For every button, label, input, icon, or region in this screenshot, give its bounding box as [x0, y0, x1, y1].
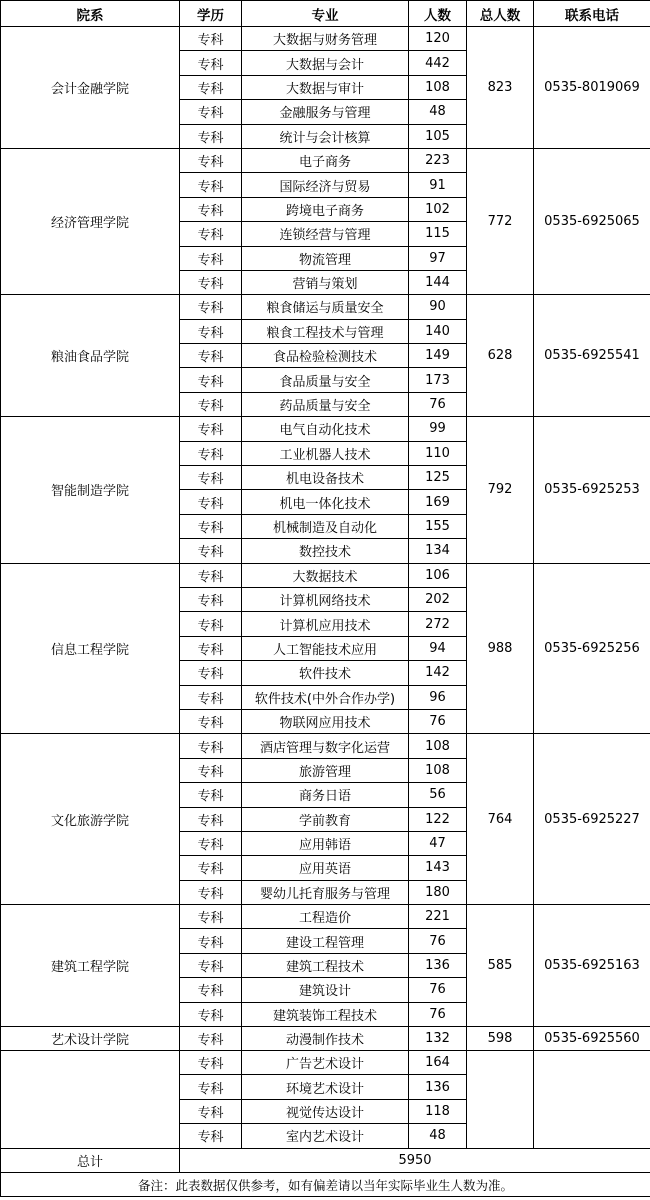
department-name: 艺术设计学院 [1, 1027, 180, 1051]
major-name: 国际经济与贸易 [242, 173, 409, 197]
header-major: 专业 [242, 1, 409, 27]
major-count: 110 [409, 441, 467, 465]
education-level: 专科 [180, 929, 242, 953]
contact-phone: 0535-6925065 [534, 148, 650, 294]
note-row [1, 1172, 650, 1196]
education-level: 专科 [180, 587, 242, 611]
department-total: 598 [467, 1027, 534, 1051]
major-name: 旅游管理 [242, 758, 409, 782]
contact-phone-empty [534, 1051, 650, 1149]
education-level: 专科 [180, 1027, 242, 1051]
major-count: 120 [409, 27, 467, 51]
major-name: 大数据与审计 [242, 75, 409, 99]
major-name: 计算机应用技术 [242, 612, 409, 636]
major-name: 机电设备技术 [242, 466, 409, 490]
education-level: 专科 [180, 173, 242, 197]
table-row [1, 1027, 650, 1051]
major-count: 76 [409, 929, 467, 953]
major-name: 室内艺术设计 [242, 1124, 409, 1148]
table-row [1, 148, 650, 172]
contact-phone: 0535-6925256 [534, 563, 650, 734]
table-row [1, 905, 650, 929]
department-name: 信息工程学院 [1, 563, 180, 734]
contact-phone: 0535-6925163 [534, 905, 650, 1027]
major-name: 婴幼儿托育服务与管理 [242, 880, 409, 904]
header-row [1, 1, 650, 27]
education-level: 专科 [180, 124, 242, 148]
major-count: 105 [409, 124, 467, 148]
education-level: 专科 [180, 319, 242, 343]
header-department: 院系 [1, 1, 180, 27]
major-count: 155 [409, 514, 467, 538]
major-name: 计算机网络技术 [242, 587, 409, 611]
header-total: 总人数 [467, 1, 534, 27]
education-level: 专科 [180, 148, 242, 172]
major-name: 大数据技术 [242, 563, 409, 587]
education-level: 专科 [180, 100, 242, 124]
education-level: 专科 [180, 295, 242, 319]
contact-phone: 0535-6925227 [534, 734, 650, 905]
department-total: 823 [467, 27, 534, 149]
education-level: 专科 [180, 490, 242, 514]
major-count: 48 [409, 100, 467, 124]
major-name: 金融服务与管理 [242, 100, 409, 124]
education-level: 专科 [180, 51, 242, 75]
major-count: 76 [409, 709, 467, 733]
education-level: 专科 [180, 514, 242, 538]
education-level: 专科 [180, 685, 242, 709]
major-name: 软件技术 [242, 661, 409, 685]
major-name: 连锁经营与管理 [242, 222, 409, 246]
department-total: 764 [467, 734, 534, 905]
major-count: 47 [409, 831, 467, 855]
major-name: 大数据与会计 [242, 51, 409, 75]
contact-phone: 0535-6925560 [534, 1027, 650, 1051]
header-phone: 联系电话 [534, 1, 650, 27]
education-level: 专科 [180, 539, 242, 563]
major-count: 115 [409, 222, 467, 246]
summary-row [1, 1148, 650, 1172]
major-count: 91 [409, 173, 467, 197]
education-level: 专科 [180, 1124, 242, 1148]
education-level: 专科 [180, 636, 242, 660]
education-level: 专科 [180, 1051, 242, 1075]
major-name: 电气自动化技术 [242, 417, 409, 441]
major-name: 食品检验检测技术 [242, 344, 409, 368]
education-level: 专科 [180, 466, 242, 490]
major-count: 108 [409, 758, 467, 782]
major-count: 149 [409, 344, 467, 368]
education-level: 专科 [180, 1002, 242, 1026]
contact-phone: 0535-6925253 [534, 417, 650, 563]
major-name: 人工智能技术应用 [242, 636, 409, 660]
department-name: 建筑工程学院 [1, 905, 180, 1027]
contact-phone: 0535-6925541 [534, 295, 650, 417]
major-count: 223 [409, 148, 467, 172]
department-total: 628 [467, 295, 534, 417]
major-count: 125 [409, 466, 467, 490]
major-count: 94 [409, 636, 467, 660]
major-count: 202 [409, 587, 467, 611]
education-level: 专科 [180, 783, 242, 807]
education-level: 专科 [180, 978, 242, 1002]
major-name: 建筑装饰工程技术 [242, 1002, 409, 1026]
department-total: 585 [467, 905, 534, 1027]
major-count: 106 [409, 563, 467, 587]
major-count: 76 [409, 978, 467, 1002]
summary-total: 5950 [180, 1148, 650, 1172]
major-name: 建筑设计 [242, 978, 409, 1002]
education-level: 专科 [180, 758, 242, 782]
education-level: 专科 [180, 27, 242, 51]
education-level: 专科 [180, 417, 242, 441]
major-count: 132 [409, 1027, 467, 1051]
major-name: 工程造价 [242, 905, 409, 929]
education-level: 专科 [180, 563, 242, 587]
department-name: 文化旅游学院 [1, 734, 180, 905]
major-name: 广告艺术设计 [242, 1051, 409, 1075]
table-row [1, 27, 650, 51]
major-count: 272 [409, 612, 467, 636]
education-level: 专科 [180, 880, 242, 904]
education-level: 专科 [180, 612, 242, 636]
major-name: 学前教育 [242, 807, 409, 831]
major-count: 76 [409, 1002, 467, 1026]
education-level: 专科 [180, 661, 242, 685]
major-name: 跨境电子商务 [242, 197, 409, 221]
major-name: 机械制造及自动化 [242, 514, 409, 538]
major-name: 软件技术(中外合作办学) [242, 685, 409, 709]
major-count: 136 [409, 1075, 467, 1099]
major-count: 97 [409, 246, 467, 270]
major-name: 建设工程管理 [242, 929, 409, 953]
major-count: 96 [409, 685, 467, 709]
major-name: 商务日语 [242, 783, 409, 807]
graduates-table-continued [0, 1050, 650, 1197]
table-row [1, 734, 650, 758]
header-level: 学历 [180, 1, 242, 27]
major-name: 大数据与财务管理 [242, 27, 409, 51]
education-level: 专科 [180, 344, 242, 368]
department-name: 会计金融学院 [1, 27, 180, 149]
education-level: 专科 [180, 197, 242, 221]
education-level: 专科 [180, 1099, 242, 1123]
contact-phone: 0535-8019069 [534, 27, 650, 149]
education-level: 专科 [180, 831, 242, 855]
education-level: 专科 [180, 270, 242, 294]
major-count: 76 [409, 392, 467, 416]
major-count: 173 [409, 368, 467, 392]
major-count: 142 [409, 661, 467, 685]
major-name: 药品质量与安全 [242, 392, 409, 416]
education-level: 专科 [180, 246, 242, 270]
major-count: 90 [409, 295, 467, 319]
major-name: 粮食储运与质量安全 [242, 295, 409, 319]
department-total-empty [467, 1051, 534, 1149]
table-row [1, 1051, 650, 1075]
major-name: 物流管理 [242, 246, 409, 270]
department-name-empty [1, 1051, 180, 1149]
major-name: 动漫制作技术 [242, 1027, 409, 1051]
major-count: 102 [409, 197, 467, 221]
major-count: 140 [409, 319, 467, 343]
education-level: 专科 [180, 75, 242, 99]
major-count: 136 [409, 953, 467, 977]
education-level: 专科 [180, 1075, 242, 1099]
major-name: 粮食工程技术与管理 [242, 319, 409, 343]
major-name: 视觉传达设计 [242, 1099, 409, 1123]
major-name: 酒店管理与数字化运营 [242, 734, 409, 758]
major-count: 143 [409, 856, 467, 880]
education-level: 专科 [180, 368, 242, 392]
major-count: 442 [409, 51, 467, 75]
major-name: 食品质量与安全 [242, 368, 409, 392]
education-level: 专科 [180, 441, 242, 465]
major-name: 电子商务 [242, 148, 409, 172]
major-name: 数控技术 [242, 539, 409, 563]
department-total: 772 [467, 148, 534, 294]
department-name: 粮油食品学院 [1, 295, 180, 417]
major-name: 统计与会计核算 [242, 124, 409, 148]
major-name: 工业机器人技术 [242, 441, 409, 465]
major-count: 180 [409, 880, 467, 904]
major-name: 营销与策划 [242, 270, 409, 294]
major-count: 108 [409, 734, 467, 758]
major-count: 122 [409, 807, 467, 831]
major-count: 144 [409, 270, 467, 294]
major-count: 164 [409, 1051, 467, 1075]
department-total: 792 [467, 417, 534, 563]
education-level: 专科 [180, 709, 242, 733]
major-name: 机电一体化技术 [242, 490, 409, 514]
major-name: 应用韩语 [242, 831, 409, 855]
major-name: 物联网应用技术 [242, 709, 409, 733]
education-level: 专科 [180, 734, 242, 758]
major-count: 118 [409, 1099, 467, 1123]
table-row [1, 563, 650, 587]
footnote: 备注：此表数据仅供参考，如有偏差请以当年实际毕业生人数为准。 [1, 1172, 650, 1196]
header-count: 人数 [409, 1, 467, 27]
table-row [1, 295, 650, 319]
department-name: 智能制造学院 [1, 417, 180, 563]
summary-label: 总计 [1, 1148, 180, 1172]
major-count: 169 [409, 490, 467, 514]
education-level: 专科 [180, 953, 242, 977]
education-level: 专科 [180, 392, 242, 416]
major-count: 108 [409, 75, 467, 99]
major-count: 99 [409, 417, 467, 441]
major-count: 48 [409, 1124, 467, 1148]
education-level: 专科 [180, 222, 242, 246]
education-level: 专科 [180, 905, 242, 929]
major-count: 134 [409, 539, 467, 563]
major-count: 221 [409, 905, 467, 929]
department-name: 经济管理学院 [1, 148, 180, 294]
major-name: 环境艺术设计 [242, 1075, 409, 1099]
table-row [1, 417, 650, 441]
major-name: 建筑工程技术 [242, 953, 409, 977]
education-level: 专科 [180, 807, 242, 831]
major-count: 56 [409, 783, 467, 807]
education-level: 专科 [180, 856, 242, 880]
department-total: 988 [467, 563, 534, 734]
major-name: 应用英语 [242, 856, 409, 880]
